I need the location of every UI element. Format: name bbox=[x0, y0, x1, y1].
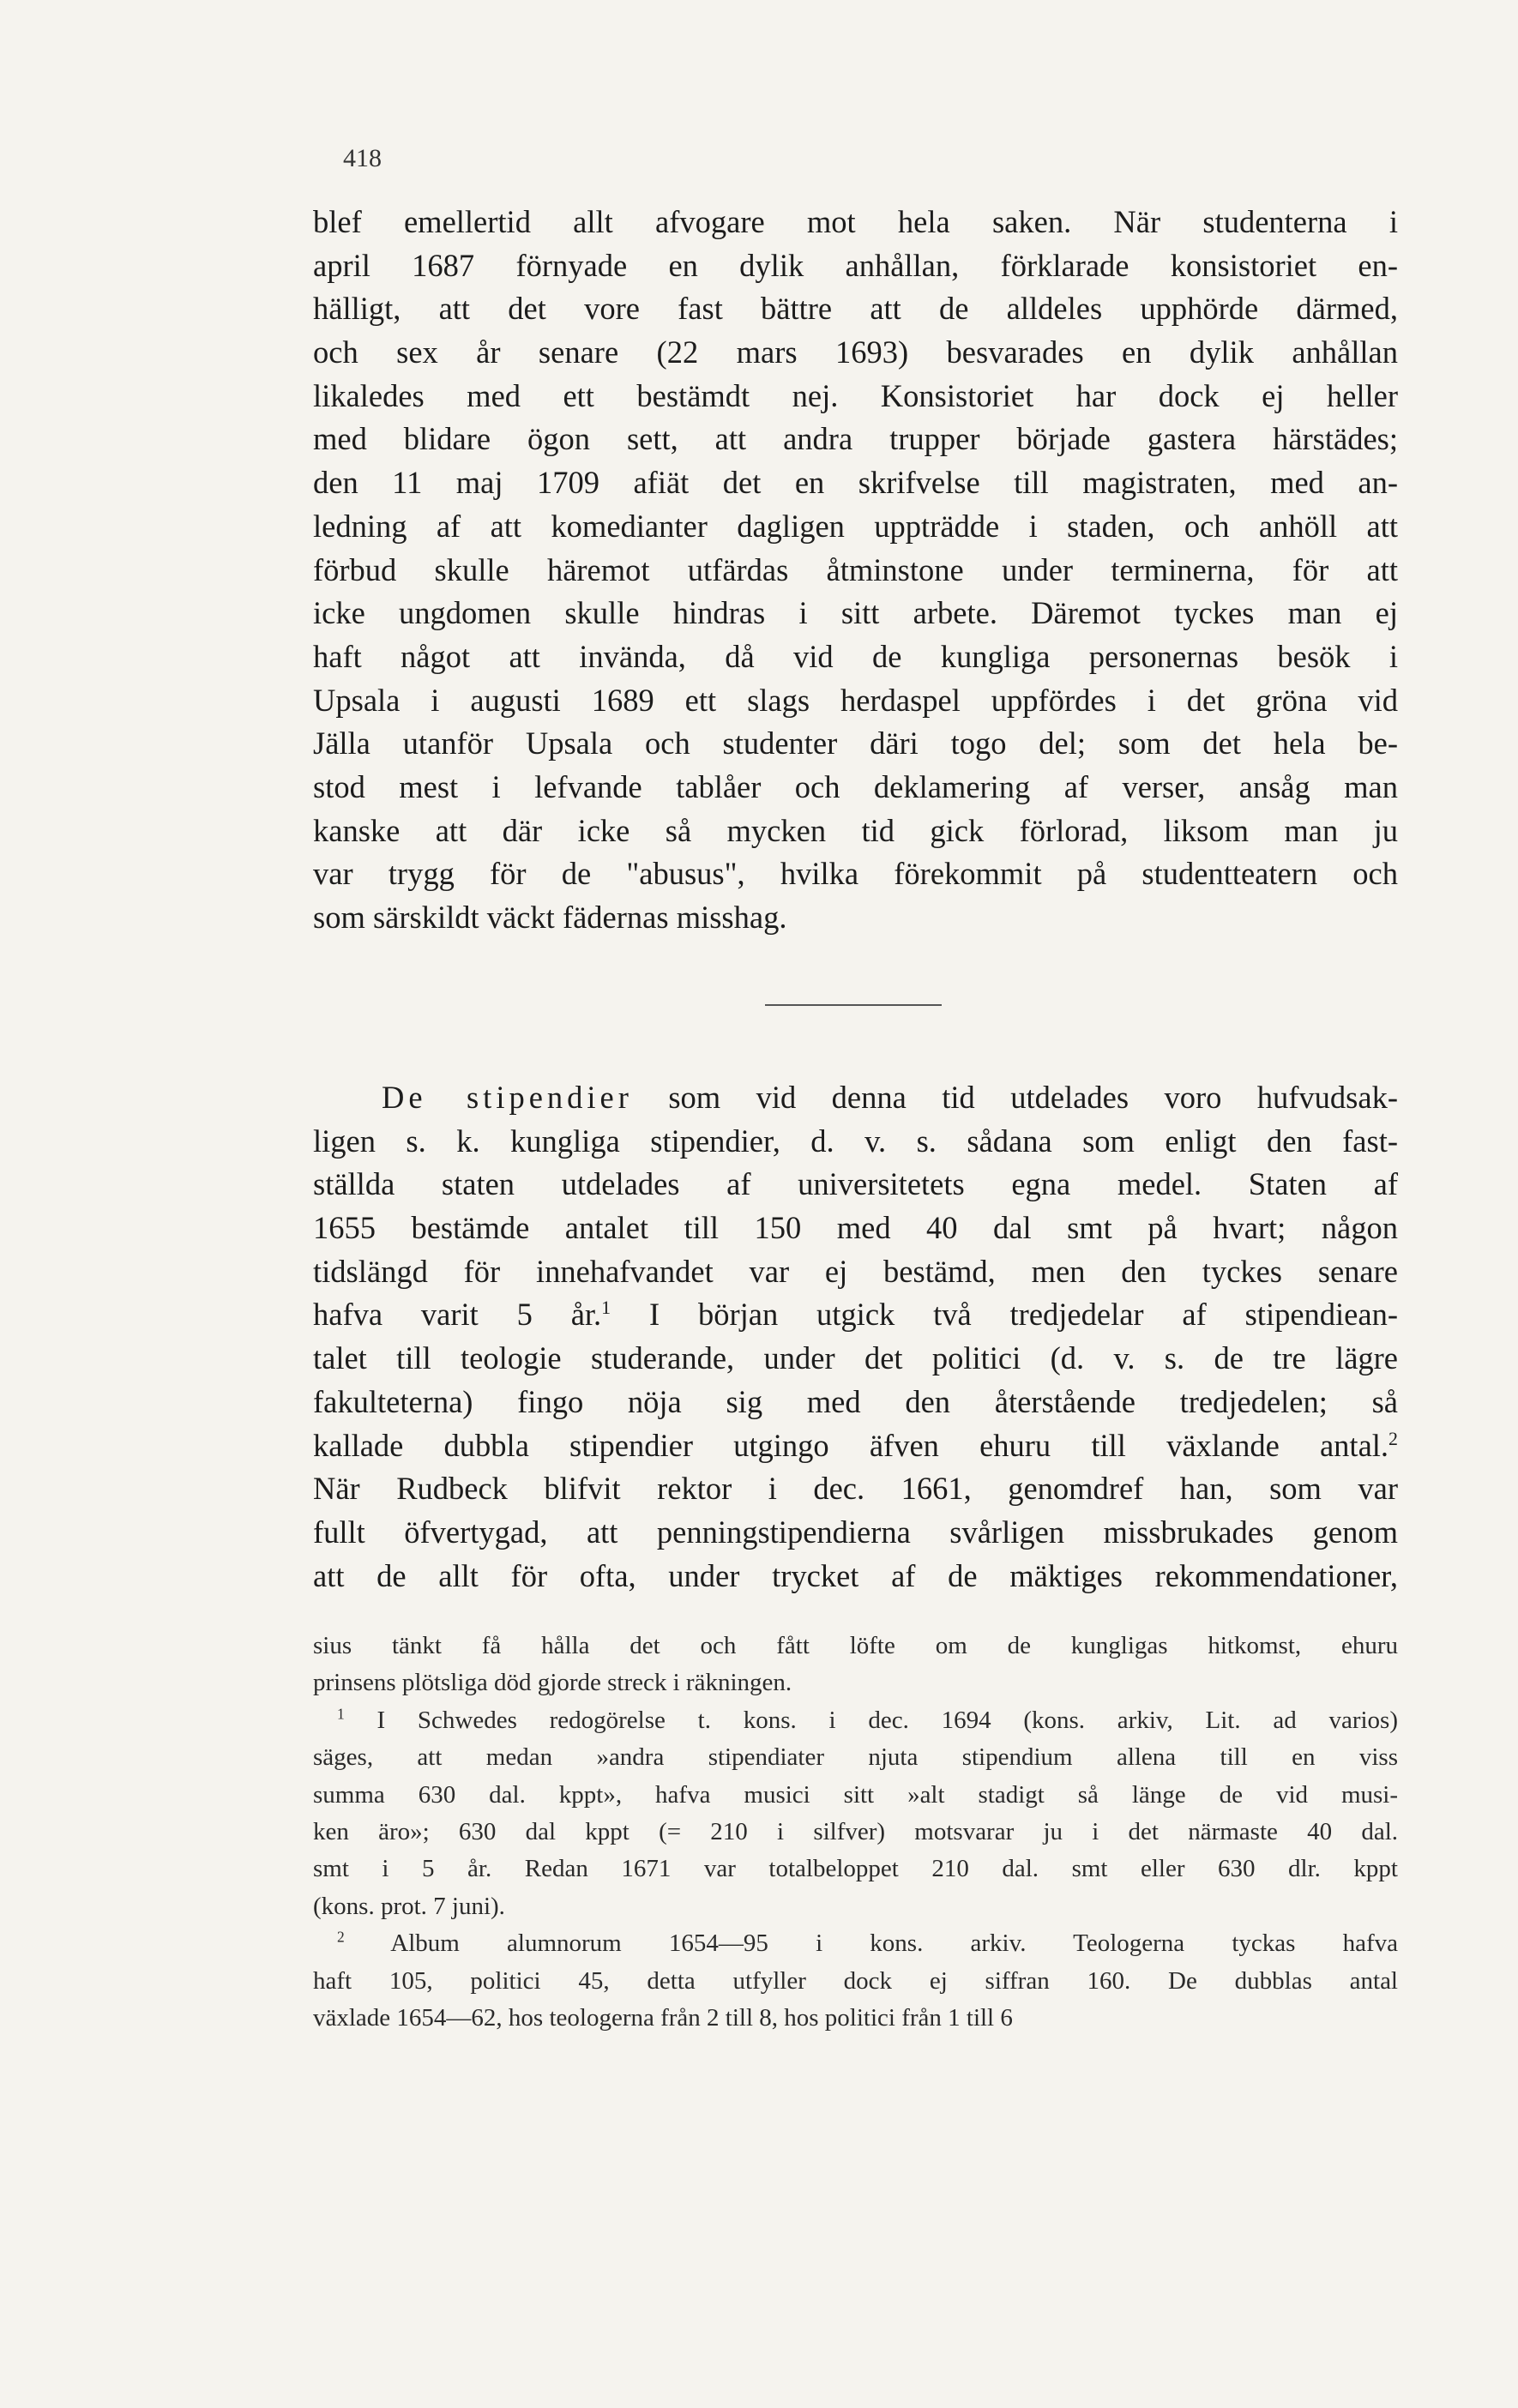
text-line bbox=[313, 1076, 1398, 1120]
text-line: och sex år senare (22 mars 1693) besvarades en dylik anhållan bbox=[313, 334, 1398, 370]
text-line: ledning af att komedianter dagligen uppträdde i staden, och anhöll att bbox=[313, 508, 1398, 544]
text-line: april 1687 förnyade en dylik anhållan, förklarade konsistoriet en- bbox=[313, 247, 1398, 283]
text-line: 1655 bestämde antalet till 150 med 40 dal smt på hvart; någon bbox=[313, 1210, 1398, 1246]
footnotes bbox=[313, 1628, 1398, 2037]
text-line: Upsala i augusti 1689 ett slags herdaspel uppfördes i det gröna vid bbox=[313, 682, 1398, 718]
footnote-ref-1[interactable]: 1 bbox=[601, 1297, 611, 1319]
text-line bbox=[313, 1293, 1398, 1337]
text-fragment: I början utgick två tredjedelar af stipendiean- bbox=[611, 1297, 1398, 1333]
text-line: med blidare ögon sett, att andra trupper började gastera härstädes; bbox=[313, 421, 1398, 457]
footnote-marker-1: 1 bbox=[337, 1705, 345, 1723]
footnote-line: säges, att medan »andra stipendiater njuta stipendium allena till en viss bbox=[313, 1743, 1398, 1772]
text-line: icke ungdomen skulle hindras i sitt arbete. Däremot tyckes man ej bbox=[313, 595, 1398, 631]
text-line: kanske att där icke så mycken tid gick förlorad, liksom man ju bbox=[313, 812, 1398, 848]
page-number: 418 bbox=[343, 144, 382, 172]
text-line: tidslängd för innehafvandet var ej bestämd, men den tyckes senare bbox=[313, 1253, 1398, 1289]
text-line: Jälla utanför Upsala och studenter däri togo del; som det hela be- bbox=[313, 725, 1398, 762]
text-line: den 11 maj 1709 afiät det en skrifvelse till magistraten, med an- bbox=[313, 465, 1398, 501]
text-line: blef emellertid allt afvogare mot hela saken. När studenterna i bbox=[313, 204, 1398, 239]
text-line: När Rudbeck blifvit rektor i dec. 1661, genomdref han, som var bbox=[313, 1471, 1398, 1507]
text-line: likaledes med ett bestämdt nej. Konsistoriet har dock ej heller bbox=[313, 377, 1398, 413]
text-fragment: I Schwedes redogörelse t. kons. i dec. 1694 (kons. arkiv, Lit. ad varios) bbox=[344, 1706, 1398, 1734]
text-line bbox=[313, 1424, 1398, 1468]
text-line: fakulteterna) fingo nöja sig med den återstående tredjedelen; så bbox=[313, 1383, 1398, 1419]
footnote-marker-2: 2 bbox=[337, 1928, 345, 1946]
footnote-line: växlade 1654—62, hos teologerna från 2 till 8, hos politici från 1 till 6 bbox=[313, 2003, 1013, 2032]
text-fragment: som vid denna tid utdelades voro hufvudsak- bbox=[668, 1080, 1398, 1115]
section-divider bbox=[765, 1004, 942, 1006]
paragraph-1 bbox=[313, 201, 1398, 940]
text-line: talet till teologie studerande, under det politici (d. v. s. de tre lägre bbox=[313, 1340, 1398, 1376]
footnote-line: smt i 5 år. Redan 1671 var totalbeloppet 210 dal. smt eller 630 dlr. kppt bbox=[313, 1855, 1398, 1883]
footnote-ref-2[interactable]: 2 bbox=[1388, 1427, 1398, 1449]
text-line: att de allt för ofta, under trycket af de mäktiges rekommendationer, bbox=[313, 1557, 1398, 1593]
text-line: ligen s. k. kungliga stipendier, d. v. s. sådana som enligt den fast- bbox=[313, 1123, 1398, 1159]
text-fragment: kallade dubbla stipendier utgingo äfven ehuru till växlande antal. bbox=[313, 1427, 1389, 1463]
text-fragment: Album alumnorum 1654—95 i kons. arkiv. Teologerna tyckas hafva bbox=[344, 1929, 1398, 1958]
text-line: hälligt, att det vore fast bättre att de alldeles upphörde därmed, bbox=[313, 291, 1398, 327]
spaced-lead: De stipendier bbox=[382, 1080, 633, 1115]
text-line: haft något att invända, då vid de kungliga personernas besök i bbox=[313, 638, 1398, 674]
text-line: förbud skulle häremot utfärdas åtminstone under terminerna, för att bbox=[313, 551, 1398, 587]
footnote-line: sius tänkt få hålla det och fått löfte om de kungligas hitkomst, ehuru bbox=[313, 1632, 1398, 1659]
footnote-line: summa 630 dal. kppt», hafva musici sitt »alt stadigt så länge de vid musi- bbox=[313, 1780, 1398, 1809]
footnote-1 bbox=[313, 1702, 1398, 1739]
footnote-line: (kons. prot. 7 juni). bbox=[313, 1892, 505, 1920]
text-line: stod mest i lefvande tablåer och deklamering af verser, ansåg man bbox=[313, 768, 1398, 804]
text-line: ställda staten utdelades af universitetets egna medel. Staten af bbox=[313, 1166, 1398, 1202]
text-line: fullt öfvertygad, att penningstipendierna svårligen missbrukades genom bbox=[313, 1514, 1398, 1550]
footnote-line: ken äro»; 630 dal kppt (= 210 i silfver) motsvarar ju i det närmaste 40 dal. bbox=[313, 1817, 1398, 1845]
footnote-line: haft 105, politici 45, detta utfyller dock ej siffran 160. De dubblas antal bbox=[313, 1966, 1398, 1995]
footnote-2 bbox=[313, 1925, 1398, 1962]
text-line: var trygg för de "abusus", hvilka förekommit på studentteatern och bbox=[313, 856, 1398, 892]
paragraph-2 bbox=[313, 1076, 1398, 1598]
footnote-line: prinsens plötsliga död gjorde streck i räkningen. bbox=[313, 1669, 792, 1697]
text-fragment: hafva varit 5 år. bbox=[313, 1297, 602, 1333]
text-line: som särskildt väckt fädernas misshag. bbox=[313, 900, 787, 935]
